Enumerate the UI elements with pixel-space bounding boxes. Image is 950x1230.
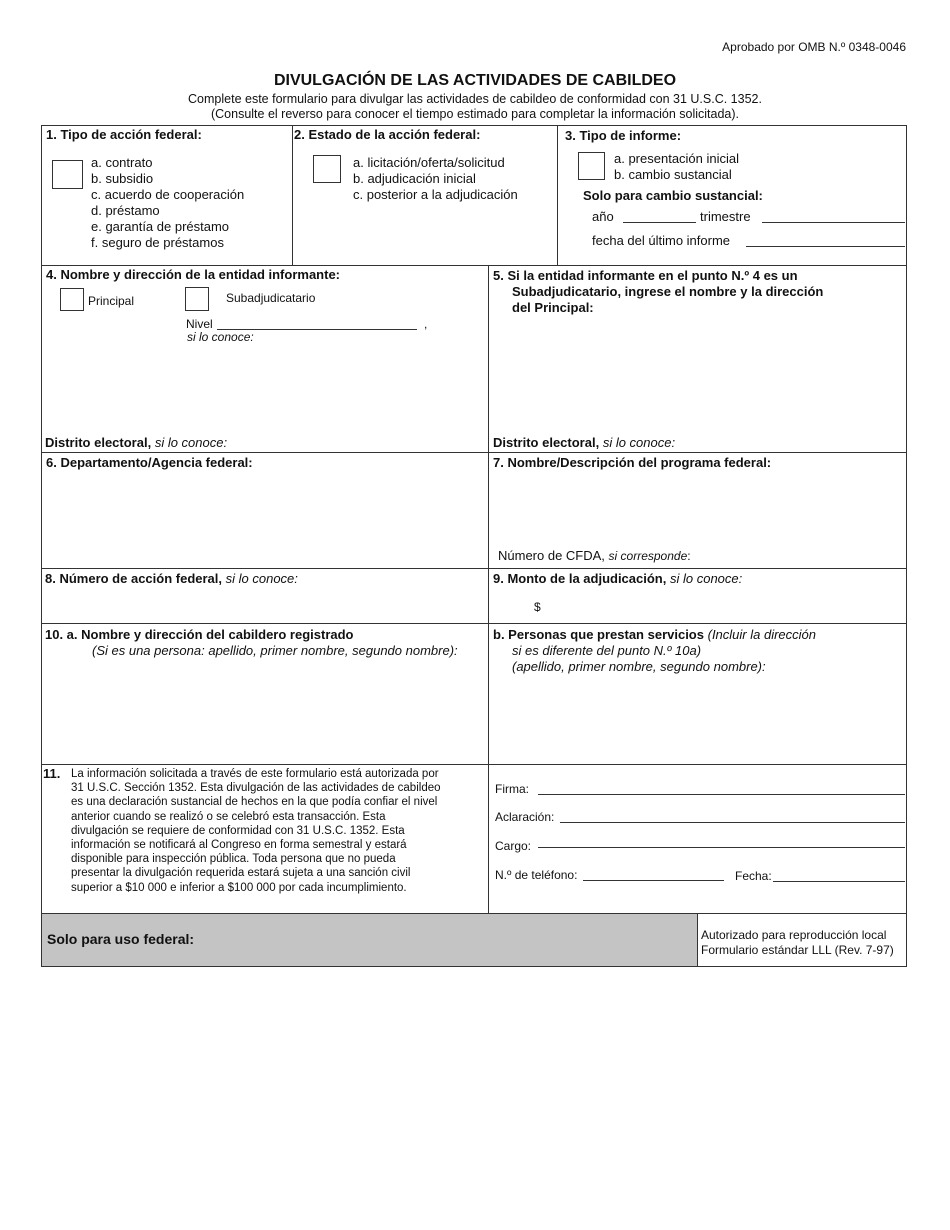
date-input[interactable] xyxy=(773,881,905,882)
tier-comma: , xyxy=(424,317,428,331)
congressional-district-4 xyxy=(45,435,227,450)
district-label: Distrito electoral, xyxy=(493,435,600,450)
form-title: DIVULGACIÓN DE LAS ACTIVIDADES DE CABILDEO xyxy=(273,72,677,89)
tier-if-known: si lo conoce: xyxy=(187,330,254,344)
signature-label: Firma: xyxy=(495,782,529,796)
title-label: Cargo: xyxy=(495,839,532,853)
quarter-input[interactable] xyxy=(762,222,905,223)
divider xyxy=(292,125,293,265)
form-revision: Formulario estándar LLL (Rev. 7-97) xyxy=(701,943,894,957)
paragraph-line: es una declaración sustancial de hechos en la que podía confiar el nivel xyxy=(71,796,438,809)
award-amount-if-known: si lo conoce: xyxy=(669,571,743,586)
paragraph-line: superior a $10 000 e inferior a $100 000 por cada incumplimiento. xyxy=(71,881,407,894)
print-name-label: Aclaración: xyxy=(495,810,555,824)
divider xyxy=(41,452,907,453)
section-3-label: 3. Tipo de informe: xyxy=(565,128,682,143)
section-7-label: 7. Nombre/Descripción del programa federal: xyxy=(493,455,772,470)
federal-action-status-options xyxy=(353,155,518,203)
prime-label: Principal xyxy=(88,294,135,308)
section-4-label: 4. Nombre y dirección de la entidad informante: xyxy=(46,267,341,282)
section-10b-note: (Incluir la dirección xyxy=(707,627,816,642)
section-9-label xyxy=(493,571,742,586)
divider xyxy=(488,265,489,913)
section-10a-note: (Si es una persona: apellido, primer nombre, segundo nombre): xyxy=(92,643,458,658)
section-5-line: del Principal: xyxy=(512,300,594,315)
signature-input[interactable] xyxy=(538,794,905,795)
federal-action-number-label: 8. Número de acción federal, xyxy=(45,571,223,586)
section-10b-title: b. Personas que prestan servicios xyxy=(493,627,704,642)
congressional-district-5 xyxy=(493,435,675,450)
federal-action-status-input[interactable] xyxy=(313,155,341,183)
section-11-number: 11. xyxy=(43,766,61,781)
section-5-line: Subadjudicatario, ingrese el nombre y la dirección xyxy=(512,284,824,299)
district-label: Distrito electoral, xyxy=(45,435,152,450)
form-subtitle: Complete este formulario para divulgar las actividades de cabildeo de conformidad con 31 U.S.C. 1352. xyxy=(188,92,762,106)
omb-number: Aprobado por OMB N.º 0348-0046 xyxy=(722,40,906,54)
option: b. adjudicación inicial xyxy=(353,171,476,186)
option: a. licitación/oferta/solicitud xyxy=(353,155,505,170)
paragraph-line: anterior cuando se realizó o se celebró esta transacción. Esta xyxy=(71,810,386,823)
option: b. cambio sustancial xyxy=(614,167,732,182)
cfda-if-applicable: si corresponde xyxy=(608,549,688,563)
option: c. acuerdo de cooperación xyxy=(91,187,245,202)
date-label: Fecha: xyxy=(735,869,772,883)
phone-label: N.º de teléfono: xyxy=(495,868,578,882)
phone-input[interactable] xyxy=(583,880,724,881)
cfda-colon: : xyxy=(687,549,691,563)
year-label: año xyxy=(592,209,614,224)
option: a. contrato xyxy=(91,155,153,170)
cfda-label: Número de CFDA, xyxy=(498,548,605,563)
dollar-sign: $ xyxy=(534,600,541,614)
section-10b-note: si es diferente del punto N.º 10a) xyxy=(512,643,702,658)
authorization-line: Autorizado para reproducción local xyxy=(701,928,887,942)
report-type-options xyxy=(614,151,739,183)
option: c. posterior a la adjudicación xyxy=(353,187,518,202)
section-5-label xyxy=(493,268,823,316)
divider xyxy=(697,913,698,967)
subawardee-checkbox[interactable] xyxy=(185,287,209,311)
section-2-label: 2. Estado de la acción federal: xyxy=(294,127,481,142)
paragraph-line: disponible para inspección pública. Toda persona que no pueda xyxy=(71,853,396,866)
last-report-label: fecha del último informe xyxy=(592,233,731,248)
subawardee-label: Subadjudicatario xyxy=(226,291,316,305)
option: e. garantía de préstamo xyxy=(91,219,230,234)
option: a. presentación inicial xyxy=(614,151,740,166)
district-if-known: si lo conoce: xyxy=(602,435,676,450)
federal-action-type-options xyxy=(91,155,244,251)
divider xyxy=(557,125,558,265)
divider xyxy=(41,568,907,569)
section-10b-note: (apellido, primer nombre, segundo nombre): xyxy=(512,659,766,674)
divider xyxy=(41,764,907,765)
paragraph-line: información se notificará al Congreso en forma semestral y estará xyxy=(71,839,407,852)
paragraph-line: presentar la divulgación requerida estará sujeta a una sanción civil xyxy=(71,867,411,880)
paragraph-line: 31 U.S.C. Sección 1352. Esta divulgación de las actividades de cabildeo xyxy=(71,782,441,795)
option: b. subsidio xyxy=(91,171,154,186)
paragraph-line: divulgación se requiere de conformidad con 31 U.S.C. 1352. Esta xyxy=(71,824,405,837)
last-report-date-input[interactable] xyxy=(746,246,905,247)
section-1-label: 1. Tipo de acción federal: xyxy=(46,127,202,142)
tier-label: Nivel xyxy=(186,317,213,331)
authorization-note xyxy=(701,928,894,958)
divider xyxy=(41,623,907,624)
federal-use-label: Solo para uso federal: xyxy=(47,931,195,947)
cfda-number-label xyxy=(498,548,691,563)
section-6-label: 6. Departamento/Agencia federal: xyxy=(46,455,253,470)
district-if-known: si lo conoce: xyxy=(154,435,228,450)
section-10a-label: 10. a. Nombre y dirección del cabildero registrado xyxy=(45,627,354,642)
award-amount-label: 9. Monto de la adjudicación, xyxy=(493,571,667,586)
federal-action-number-if-known: si lo conoce: xyxy=(225,571,298,586)
title-input[interactable] xyxy=(538,847,905,848)
form-subtitle-note: (Consulte el reverso para conocer el tiempo estimado para completar la información solicitada). xyxy=(210,107,740,121)
prime-checkbox[interactable] xyxy=(60,288,84,311)
quarter-label: trimestre xyxy=(700,209,751,224)
section-11-text xyxy=(71,767,441,895)
section-10b-label xyxy=(493,627,816,675)
option: f. seguro de préstamos xyxy=(91,235,224,250)
divider xyxy=(41,265,907,266)
print-name-input[interactable] xyxy=(560,822,905,823)
section-5-line: 5. Si la entidad informante en el punto N.º 4 es un xyxy=(493,268,798,283)
option: d. préstamo xyxy=(91,203,160,218)
federal-action-type-input[interactable] xyxy=(52,160,83,189)
section-8-label xyxy=(45,571,298,586)
material-change-label: Solo para cambio sustancial: xyxy=(583,188,763,203)
paragraph-line: La información solicitada a través de este formulario está autorizada por xyxy=(71,768,439,780)
year-input[interactable] xyxy=(623,222,696,223)
report-type-input[interactable] xyxy=(578,152,605,180)
